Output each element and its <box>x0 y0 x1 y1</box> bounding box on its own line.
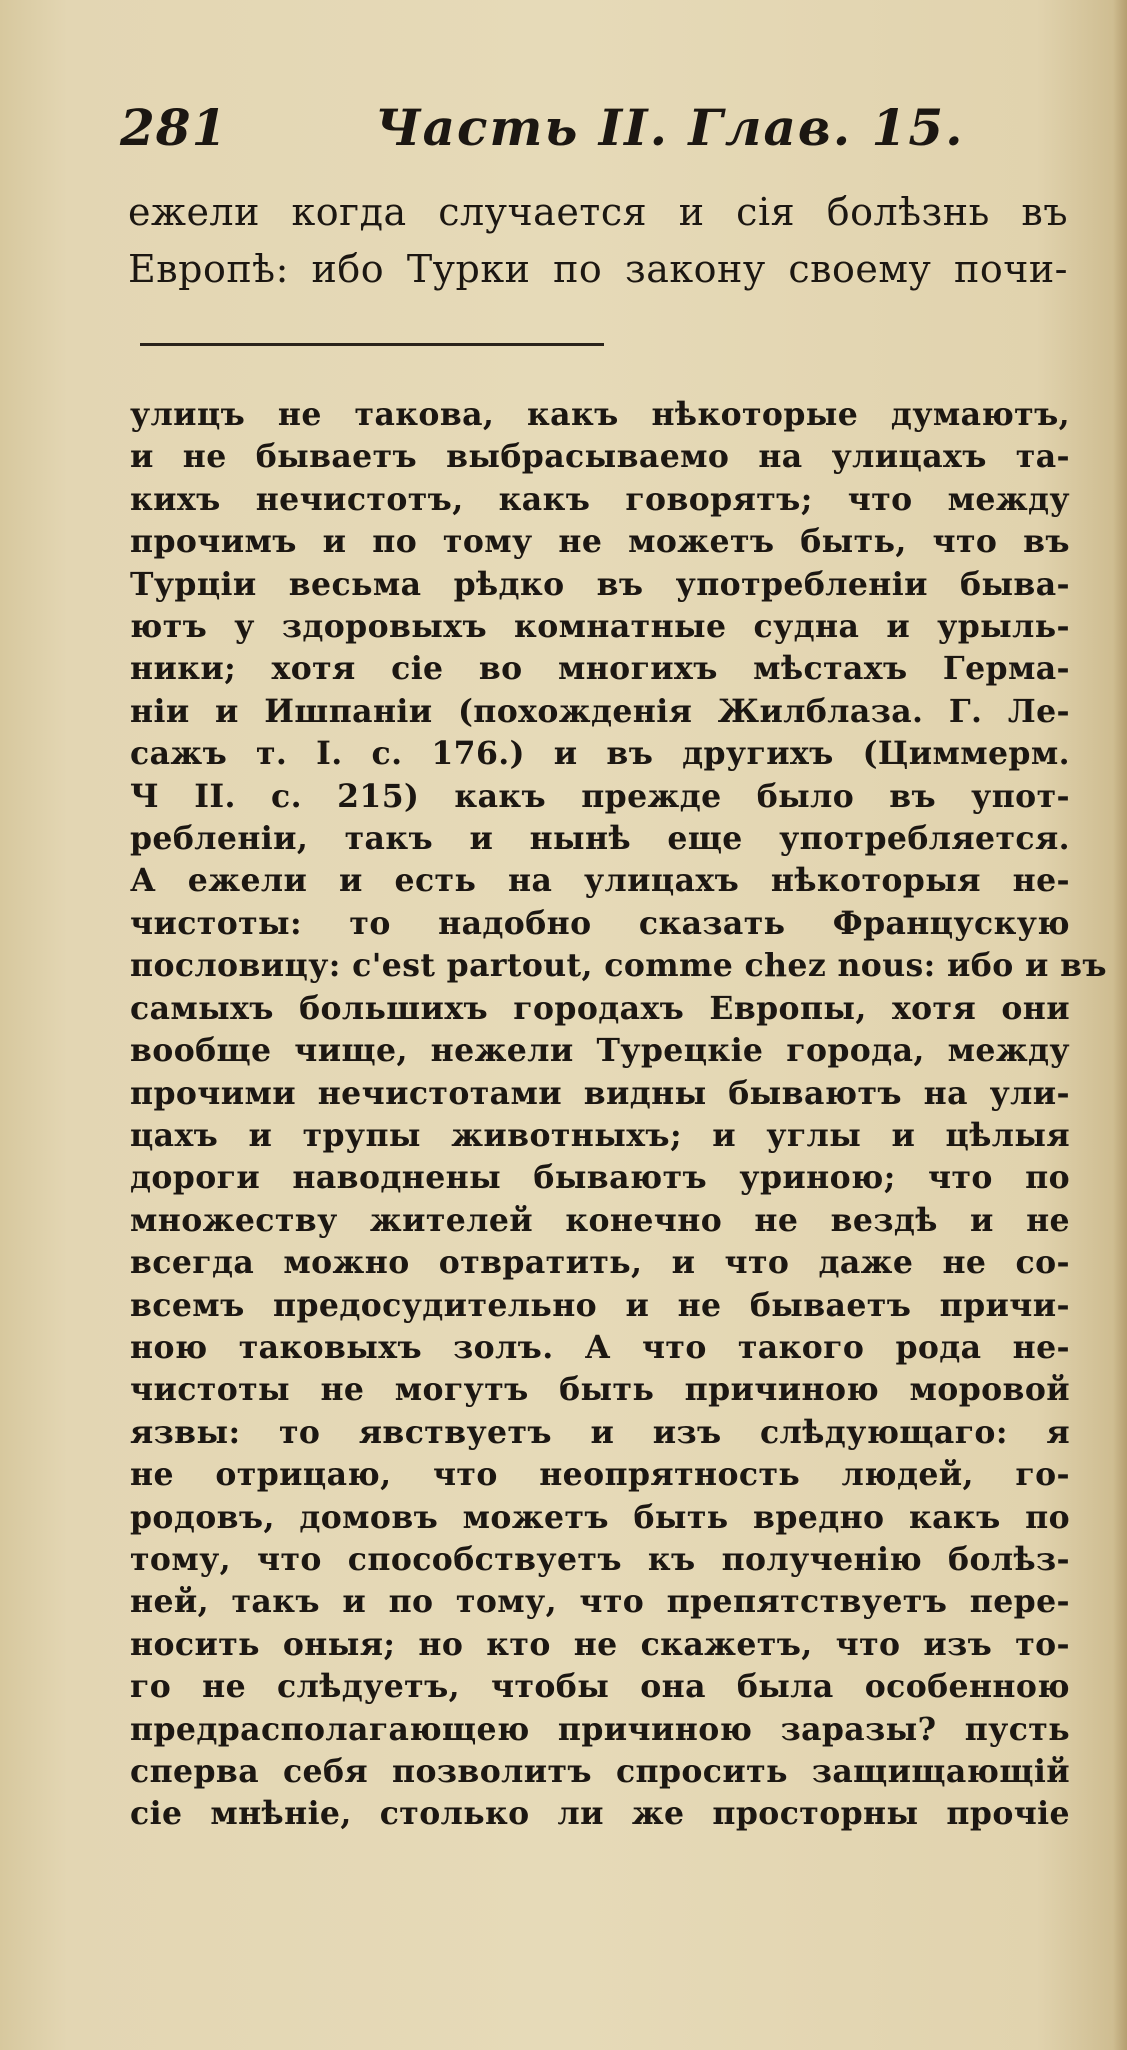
page-edge-shadow <box>1113 0 1127 2050</box>
footnote-line: всемъ предосудительно и не бываетъ причи- <box>130 1286 1070 1324</box>
footnote-line: сперва себя позволитъ спросить защищающій <box>130 1753 1070 1790</box>
footnote-line: ютъ у здоровыхъ комнатные судна и урыль- <box>130 608 1070 646</box>
footnote-line: сажъ т. I. с. 176.) и въ другихъ (Циммерм. <box>130 735 1070 773</box>
text-line: ежели когда случается и сія болѣзнь въ <box>128 190 1068 234</box>
footnote-line: предрасполагающею причиною заразы? пусть <box>130 1710 1070 1748</box>
footnote-line: ней, такъ и по тому, что препятствуетъ пере- <box>130 1583 1070 1621</box>
footnote-line: родовъ, домовъ можетъ быть вредно какъ по <box>130 1498 1070 1536</box>
footnote-line: улицъ не такова, какъ нѣкоторые думаютъ, <box>130 396 1070 433</box>
footnote-line: дороги наводнены бываютъ уриною; что по <box>130 1159 1070 1197</box>
footnote-line: носить оныя; но кто не скажетъ, что изъ то- <box>130 1625 1070 1663</box>
footnote-line: самыхъ большихъ городахъ Европы, хотя они <box>130 989 1070 1027</box>
footnote-line: вообще чище, нежели Турецкіе города, между <box>130 1032 1070 1070</box>
chapter-title: Часть II. Глав. 15. <box>375 98 965 157</box>
footnote-line: Ч II. с. 215) какъ прежде было въ упот- <box>130 777 1070 815</box>
footnote-line: ники; хотя сіе во многихъ мѣстахъ Герма- <box>130 650 1070 688</box>
footnote-line: Турціи весьма рѣдко въ употребленіи быва- <box>130 565 1070 603</box>
footnote-line: сіе мнѣніе, столько ли же просторны прочіе <box>130 1795 1070 1833</box>
footnote-line: ребленіи, такъ и нынѣ еще употребляется. <box>130 820 1070 858</box>
footnote-line: тому, что способствуетъ къ полученію болѣз- <box>130 1540 1070 1578</box>
footnote-line: и не бываетъ выбрасываемо на улицахъ та- <box>130 438 1070 476</box>
footnote-text <box>130 394 1107 1836</box>
main-text <box>128 184 1068 298</box>
footnote-line: цахъ и трупы животныхъ; и углы и цѣлыя <box>130 1116 1070 1154</box>
footnote-separator <box>140 343 604 346</box>
footnote-line: не отрицаю, что неопрятность людей, го- <box>130 1456 1070 1494</box>
page-number: 281 <box>120 98 228 157</box>
footnote-line: прочими нечистотами видны бываютъ на ули- <box>130 1074 1070 1112</box>
footnote-line: чистоты: то надобно сказать Францускую <box>130 904 1070 942</box>
footnote-line: чистоты не могутъ быть причиною моровой <box>130 1371 1070 1409</box>
footnote-line: ніи и Ишпаніи (похожденія Жилблаза. Г. Ле- <box>130 692 1070 730</box>
footnote-line: язвы: то явствуетъ и изъ слѣдующаго: я <box>130 1413 1070 1451</box>
footnote-line: го не слѣдуетъ, чтобы она была особенною <box>130 1668 1070 1706</box>
footnote-line: множеству жителей конечно не вездѣ и не <box>130 1201 1070 1239</box>
footnote-line: кихъ нечистотъ, какъ говорятъ; что между <box>130 480 1070 518</box>
footnote-line: прочимъ и по тому не можетъ быть, что въ <box>130 523 1070 561</box>
footnote-line: пословицу: c'est partout, comme chez nous: ибо и въ <box>130 947 1107 985</box>
running-head <box>120 98 965 168</box>
footnote-line: всегда можно отвратить, и что даже не со- <box>130 1244 1070 1282</box>
footnote-line: ною таковыхъ золъ. А что такого рода не- <box>130 1328 1070 1366</box>
text-line: Европѣ: ибо Турки по закону своему почи- <box>128 247 1068 291</box>
footnote-line: А ежели и есть на улицахъ нѣкоторыя не- <box>130 862 1070 900</box>
